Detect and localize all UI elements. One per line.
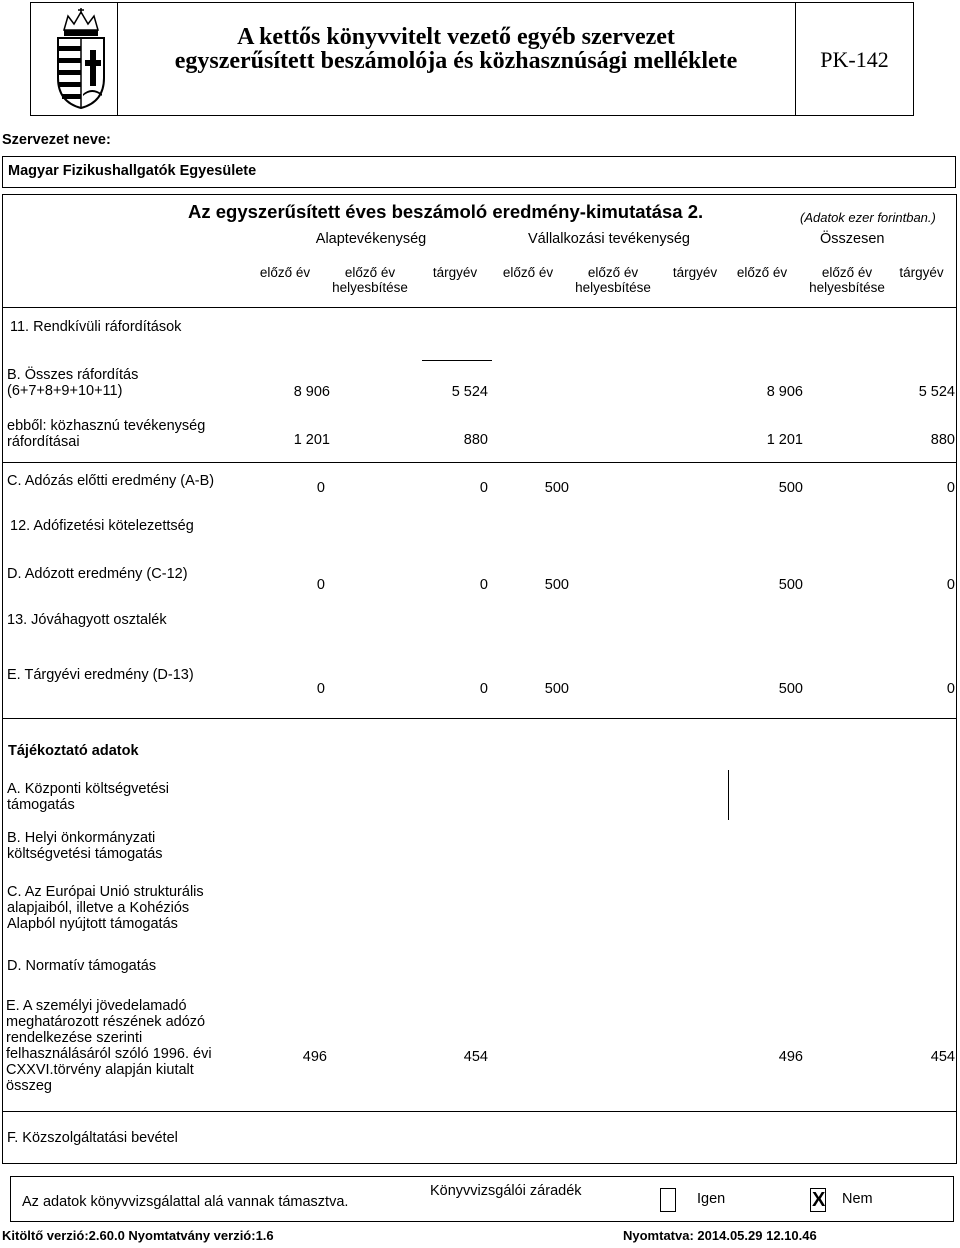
row-label-current-year-result: E. Tárgyévi eredmény (D-13)	[7, 667, 194, 683]
public-service-revenue-box	[2, 1111, 957, 1164]
subcol-business-prev: előző év	[502, 265, 554, 280]
cell-value: 0	[316, 480, 325, 496]
cell-value: 500	[778, 480, 803, 496]
row-label-total-expenses: B. Összes ráfordítás (6+7+8+9+10+11)	[7, 367, 139, 399]
cell-value: 880	[930, 432, 955, 448]
subcol-basic-curr: tárgyév	[432, 265, 478, 280]
audit-yes-label: Igen	[697, 1191, 726, 1207]
cell-value: 500	[778, 681, 803, 697]
subcol-total-prev: előző év	[736, 265, 788, 280]
cell-value: 0	[316, 577, 325, 593]
cell-value: 5 524	[918, 384, 955, 400]
organization-label: Szervezet neve:	[2, 132, 111, 148]
col-rule	[956, 770, 957, 1110]
row-separator	[2, 307, 957, 308]
cell-value: 454	[930, 1049, 955, 1065]
cell-value: 0	[946, 480, 955, 496]
audit-no-checkbox[interactable]	[810, 1188, 826, 1212]
coat-of-arms-icon	[50, 8, 112, 110]
info-label-personal-income-tax-share: E. A személyi jövedelamadó meghatározott részének adózó rendelkezése szerinti felhasználásáról szóló 1996. évi CXXVI.törvény alapján kiutalt összeg	[6, 998, 212, 1094]
cell-value: 1 201	[766, 432, 803, 448]
cell-value: 500	[544, 577, 569, 593]
subcol-total-curr: tárgyév	[899, 265, 944, 280]
audit-clause-title: Könyvvizsgálói záradék	[430, 1183, 582, 1199]
col-rule	[728, 770, 729, 820]
info-label-local-government-support: B. Helyi önkormányzati költségvetési támogatás	[7, 830, 163, 862]
row-separator	[2, 718, 957, 719]
info-section-title: Tájékoztató adatok	[8, 743, 139, 759]
cell-value: 500	[544, 681, 569, 697]
info-label-normative-support: D. Normatív támogatás	[7, 958, 157, 974]
cell-value: 0	[479, 480, 488, 496]
subcol-total-corr: előző év helyesbítése	[809, 265, 885, 295]
info-label-public-service-revenue: F. Közszolgáltatási bevétel	[7, 1130, 178, 1146]
row-label-after-tax-result: D. Adózott eredmény (C-12)	[7, 566, 188, 582]
subcol-business-curr: tárgyév	[672, 265, 718, 280]
organization-name: Magyar Fizikushallgatók Egyesülete	[8, 163, 257, 179]
col-rule	[956, 300, 957, 720]
group-header-total: Összesen	[820, 231, 885, 247]
cell-value: 5 524	[451, 384, 488, 400]
cell-value: 8 906	[766, 384, 803, 400]
document-title-line2: egyszerűsített beszámolója és közhasznúsági melléklete	[174, 48, 738, 74]
unit-note: (Adatok ezer forintban.)	[800, 210, 936, 225]
cell-value: 496	[302, 1049, 327, 1065]
row-label-public-benefit-expenses: ebből: közhasznú tevékenység ráfordításai	[7, 418, 206, 450]
form-code: PK-142	[820, 47, 889, 72]
audit-statement: Az adatok könyvvizsgálattal alá vannak támasztva.	[22, 1194, 349, 1210]
cell-value: 0	[479, 577, 488, 593]
cell-value: 0	[316, 681, 325, 697]
footer-printed: Nyomtatva: 2014.05.29 12.10.46	[623, 1228, 817, 1243]
table-title: Az egyszerűsített éves beszámoló eredmény-kimutatása 2.	[188, 201, 704, 222]
group-header-basic: Alaptevékenység	[315, 231, 427, 247]
row-label-tax-liability: 12. Adófizetési kötelezettség	[10, 518, 194, 534]
row-label-extraordinary-expenses: 11. Rendkívüli ráfordítások	[10, 319, 182, 335]
subcol-basic-prev: előző év	[259, 265, 311, 280]
cell-value: 880	[463, 432, 488, 448]
audit-no-label: Nem	[842, 1191, 873, 1207]
cell-value: 454	[463, 1049, 488, 1065]
document-title-line1: A kettős könyvvitelt vezető egyéb szervezet	[237, 24, 675, 50]
cell-value: 500	[778, 577, 803, 593]
row-separator	[422, 360, 492, 361]
row-label-pretax-result: C. Adózás előtti eredmény (A-B)	[7, 473, 215, 489]
group-header-business: Vállalkozási tevékenység	[527, 231, 690, 247]
row-label-approved-dividend: 13. Jóváhagyott osztalék	[7, 612, 167, 628]
row-separator	[2, 462, 957, 463]
subcol-business-corr: előző év helyesbítése	[575, 265, 651, 295]
cell-value: 500	[544, 480, 569, 496]
cell-value: 0	[479, 681, 488, 697]
info-label-central-budget-support: A. Központi költségvetési támogatás	[7, 781, 170, 813]
cell-value: 1 201	[293, 432, 330, 448]
check-x-icon: X	[812, 1189, 826, 1211]
cell-value: 8 906	[293, 384, 330, 400]
info-label-eu-structural-funds: C. Az Európai Unió strukturális alapjaiból, illetve a Kohéziós Alapból nyújtott támogatás	[7, 884, 204, 932]
subcol-basic-corr: előző év helyesbítése	[332, 265, 408, 295]
cell-value: 496	[778, 1049, 803, 1065]
cell-value: 0	[946, 681, 955, 697]
audit-yes-checkbox[interactable]	[660, 1188, 676, 1212]
footer-version: Kitöltő verzió:2.60.0 Nyomtatvány verzió:1.6	[2, 1228, 274, 1243]
cell-value: 0	[946, 577, 955, 593]
